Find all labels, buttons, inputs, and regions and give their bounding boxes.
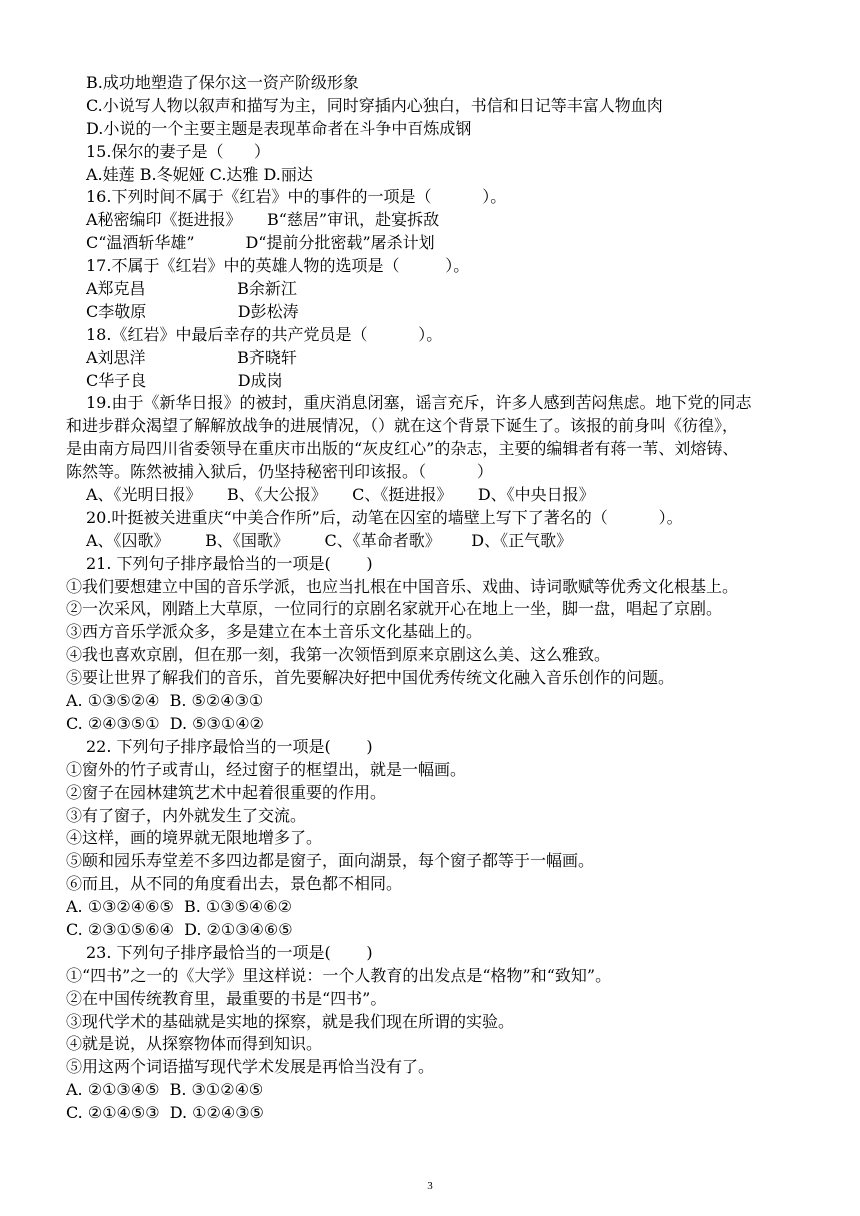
q21-sentence-4: ④我也喜欢京剧，但在那一刻，我第一次领悟到原来京剧这么美、这么雅致。 — [66, 645, 611, 665]
q19-line-3: 是由南方局四川省委领导在重庆市出版的“灰皮红心”的杂志，主要的编辑者有蒋一苇、刘熔铸、 — [66, 439, 739, 459]
q22-options-cd: C. ②③①⑤⑥④ D. ②①③④⑥⑤ — [66, 919, 293, 939]
q23-sentence-2: ②在中国传统教育里，最重要的书是“四书”。 — [66, 988, 387, 1008]
q18-options-cd: C华子良 D成岗 — [86, 370, 283, 390]
q19-line-4: 陈然等。陈然被捕入狱后，仍坚持秘密刊印该报。（ ） — [66, 462, 493, 482]
q16-options-ab: A秘密编印《挺进报》 B“慈居”审讯，赴宴拆敌 — [86, 210, 440, 230]
q14-option-d: D.小说的一个主要主题是表现革命者在斗争中百炼成钢 — [86, 118, 472, 138]
q20-question: 20.叶挺被关进重庆“中美合作所”后，动笔在囚室的墙壁上写下了著名的（ ）。 — [86, 507, 683, 527]
q22-sentence-1: ①窗外的竹子或青山，经过窗子的框望出，就是一幅画。 — [66, 759, 467, 779]
q19-line-1: 19.由于《新华日报》的被封，重庆消息闭塞，谣言充斥，许多人感到苦闷焦虑。地下党的同志 — [86, 393, 752, 413]
q14-option-c: C.小说写人物以叙声和描写为主，同时穿插内心独白，书信和日记等丰富人物血肉 — [86, 95, 663, 115]
q22-sentence-6: ⑥而且，从不同的角度看出去，景色都不相同。 — [66, 874, 403, 894]
q15-options: A.娃莲 B.冬妮娅 C.达雅 D.丽达 — [86, 164, 313, 184]
q22-question: 22. 下列句子排序最恰当的一项是( ) — [86, 736, 373, 756]
q15-question: 15.保尔的妻子是（ ） — [86, 141, 270, 161]
q22-sentence-3: ③有了窗子，内外就发生了交流。 — [66, 805, 307, 825]
q21-options-cd: C. ②④③⑤① D. ⑤③①④② — [66, 713, 264, 733]
q22-options-ab: A. ①③②④⑥⑤ B. ①③⑤④⑥② — [66, 897, 292, 917]
q17-options-cd: C李敬原 D彭松涛 — [86, 301, 299, 321]
q21-question: 21. 下列句子排序最恰当的一项是( ) — [86, 553, 373, 573]
q19-options: A、《光明日报》 B、《大公报》 C、《挺进报》 D、《中央日报》 — [86, 485, 595, 505]
q22-sentence-2: ②窗子在园林建筑艺术中起着很重要的作用。 — [66, 782, 387, 802]
q21-sentence-2: ②一次采风，刚踏上大草原，一位同行的京剧名家就开心在地上一坐，脚一盘，唱起了京剧。 — [66, 599, 723, 619]
q22-sentence-4: ④这样，画的境界就无限地增多了。 — [66, 828, 323, 848]
q18-options-ab: A刘思洋 B齐晓轩 — [86, 347, 297, 367]
q21-sentence-1: ①我们要想建立中国的音乐学派，也应当扎根在中国音乐、戏曲、诗词歌赋等优秀文化根基上。 — [66, 576, 739, 596]
q18-question: 18.《红岩》中最后幸存的共产党员是（ ）。 — [86, 324, 443, 344]
q19-line-2: 和进步群众渴望了解解放战争的进展情况，（）就在这个背景下诞生了。该报的前身叫《彷徨》， — [66, 416, 739, 436]
q23-sentence-5: ⑤用这两个词语描写现代学术发展是再恰当没有了。 — [66, 1057, 435, 1077]
q23-sentence-1: ①“四书”之一的《大学》里这样说：一个人教育的出发点是“格物”和“致知”。 — [66, 965, 612, 985]
q23-options-ab: A. ②①③④⑤ B. ③①②④⑤ — [66, 1080, 264, 1100]
q16-options-cd: C“温酒斩华雄” D“提前分批密载”屠杀计划 — [86, 233, 435, 253]
q20-options: A、《囚歌》 B、《国歌》 C、《革命者歌》 D、《正气歌》 — [86, 530, 573, 550]
q23-sentence-4: ④就是说，从探察物体而得到知识。 — [66, 1034, 323, 1054]
q23-sentence-3: ③现代学术的基础就是实地的探察，就是我们现在所谓的实验。 — [66, 1011, 515, 1031]
q23-question: 23. 下列句子排序最恰当的一项是( ) — [86, 942, 373, 962]
q22-sentence-5: ⑤颐和园乐寿堂差不多四边都是窗子，面向湖景，每个窗子都等于一幅画。 — [66, 851, 595, 871]
exam-page — [66, 72, 808, 1125]
q21-sentence-5: ⑤要让世界了解我们的音乐，首先要解决好把中国优秀传统文化融入音乐创作的问题。 — [66, 668, 675, 688]
q21-options-ab: A. ①③⑤②④ B. ⑤②④③① — [66, 691, 264, 711]
q14-option-b: B.成功地塑造了保尔这一资产阶级形象 — [86, 73, 359, 92]
q23-options-cd: C. ②①④⑤③ D. ①②④③⑤ — [66, 1103, 264, 1123]
q17-options-ab: A郑克昌 B余新江 — [86, 279, 297, 299]
q16-question: 16.下列时间不属于《红岩》中的事件的一项是（ ）。 — [86, 187, 507, 207]
page-number: 3 — [427, 1180, 433, 1192]
q21-sentence-3: ③西方音乐学派众多，多是建立在本土音乐文化基础上的。 — [66, 622, 483, 642]
q17-question: 17.不属于《红岩》中的英雄人物的选项是（ ）。 — [86, 256, 470, 276]
